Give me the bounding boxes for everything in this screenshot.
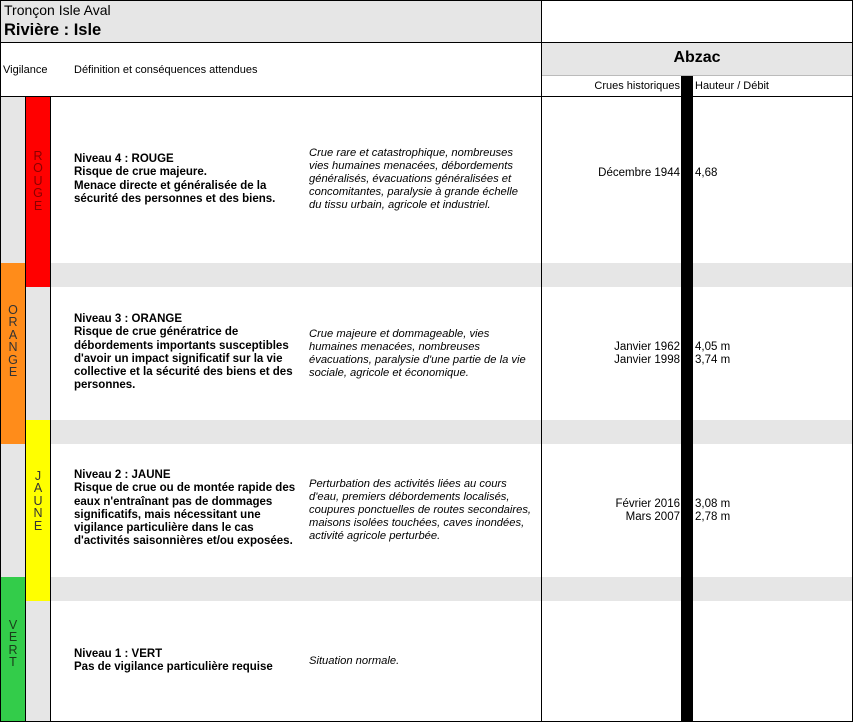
level-line: collective et la sécurité des biens et des bbox=[74, 366, 293, 379]
vigilance-gray-column bbox=[1, 97, 25, 263]
crue-date: Décembre 1944 bbox=[598, 167, 680, 179]
crues-header: Crues historiques bbox=[594, 80, 680, 92]
definition-header: Définition et conséquences attendues bbox=[74, 64, 258, 76]
level-line: significatifs, mais nécessitant une bbox=[74, 508, 261, 521]
letter: R bbox=[33, 149, 43, 163]
grid-line bbox=[541, 0, 542, 722]
grid-line bbox=[542, 75, 852, 76]
desc-line: humaines menacées, nombreuses bbox=[309, 341, 481, 354]
letter: U bbox=[33, 493, 43, 508]
level-line: d'activités saisonnières et/ou exposées. bbox=[74, 535, 293, 548]
desc-line: Situation normale. bbox=[309, 655, 400, 667]
letter: O bbox=[33, 161, 43, 176]
desc-line: vies humaines menacées, débordements bbox=[309, 160, 513, 173]
grid-line bbox=[0, 0, 853, 1]
crue-date: Février 2016 bbox=[615, 498, 680, 510]
level-title: Niveau 4 : ROUGE bbox=[74, 153, 174, 165]
troncon-label: Tronçon Isle Aval bbox=[4, 2, 111, 18]
level-line: sécurité des personnes et des biens. bbox=[74, 192, 276, 205]
letter: V bbox=[8, 618, 18, 632]
level-1-definition bbox=[74, 648, 306, 675]
grid-line bbox=[50, 96, 51, 722]
level-4-definition bbox=[74, 153, 306, 206]
crue-value: 4,68 bbox=[695, 167, 718, 179]
level-2-description bbox=[309, 478, 541, 543]
desc-line: d'eau, premiers débordements localisés, bbox=[309, 491, 510, 504]
separator-band bbox=[51, 577, 852, 601]
letter: O bbox=[8, 303, 18, 317]
letter: N bbox=[33, 506, 43, 521]
letter: R bbox=[8, 642, 18, 657]
crue-value: 3,74 m bbox=[695, 354, 731, 366]
desc-line: Crue rare et catastrophique, nombreuses bbox=[309, 147, 513, 159]
vert-letters bbox=[1, 619, 25, 669]
vigilance-gray-column-4 bbox=[26, 601, 50, 721]
riviere-label: Rivière : Isle bbox=[4, 21, 102, 39]
letter: A bbox=[33, 481, 43, 496]
letter: A bbox=[8, 327, 18, 342]
level-line: personnes. bbox=[74, 379, 136, 392]
desc-line: sociale, agricole et économique. bbox=[309, 367, 469, 380]
letter: G bbox=[8, 352, 18, 367]
desc-line: maisons isolées touchées, caves inondées, bbox=[309, 517, 525, 530]
hauteur-header: Hauteur / Débit bbox=[695, 80, 769, 92]
desc-line: activité agricole perturbée. bbox=[309, 530, 441, 543]
crue-value: 3,08 m bbox=[695, 498, 731, 510]
jaune-letters bbox=[26, 470, 50, 532]
separator-band bbox=[51, 420, 852, 444]
letter: U bbox=[33, 173, 43, 188]
crue-date: Janvier 1962 bbox=[614, 341, 680, 353]
letter: G bbox=[33, 186, 43, 201]
letter: E bbox=[8, 365, 18, 380]
level-3-description bbox=[309, 328, 541, 380]
grid-line bbox=[0, 42, 853, 43]
letter: E bbox=[33, 198, 43, 213]
vigilance-gray-column-3 bbox=[1, 444, 25, 577]
desc-line: évacuations, paralysie d'une partie de la vie bbox=[309, 354, 526, 367]
level-1-description bbox=[309, 655, 541, 668]
level-title: Niveau 2 : JAUNE bbox=[74, 469, 171, 481]
letter: E bbox=[33, 518, 43, 533]
separator-band bbox=[51, 263, 852, 287]
grid-line bbox=[0, 0, 1, 722]
level-line: Menace directe et généralisée de la bbox=[74, 179, 267, 192]
level-4-description bbox=[309, 147, 541, 212]
letter: T bbox=[9, 655, 17, 670]
level-line: Risque de crue ou de montée rapide des bbox=[74, 482, 296, 495]
letter: R bbox=[8, 315, 18, 330]
level-line: Risque de crue génératrice de bbox=[74, 326, 239, 339]
level-line: débordements importants susceptibles bbox=[74, 339, 289, 352]
crue-value: 4,05 m bbox=[695, 341, 731, 353]
level-title: Niveau 1 : VERT bbox=[74, 648, 163, 660]
level-2-definition bbox=[74, 469, 306, 549]
letter: E bbox=[8, 630, 18, 645]
desc-line: concomitantes, paralysie à grande échelle bbox=[309, 186, 518, 199]
desc-line: coupures ponctuelles de routes secondaires, bbox=[309, 504, 532, 517]
station-divider-bar bbox=[681, 75, 693, 721]
rouge-letters bbox=[26, 150, 50, 212]
level-line: vigilance particulière dans le cas bbox=[74, 522, 254, 535]
letter: J bbox=[34, 469, 42, 483]
desc-line: Perturbation des activités liées au cours bbox=[309, 478, 507, 490]
level-line: eaux n'entraînant pas de dommages bbox=[74, 495, 273, 508]
level-3-definition bbox=[74, 313, 306, 393]
orange-letters bbox=[1, 304, 25, 378]
level-title: Niveau 3 : ORANGE bbox=[74, 313, 182, 325]
grid-line bbox=[25, 96, 26, 722]
crue-date: Janvier 1998 bbox=[614, 354, 680, 366]
station-name: Abzac bbox=[673, 49, 721, 66]
level-line: d'avoir un impact significatif sur la vie bbox=[74, 352, 283, 365]
vigilance-gray-column-2 bbox=[26, 287, 50, 420]
letter: N bbox=[8, 340, 18, 355]
level-line: Pas de vigilance particulière requise bbox=[74, 661, 273, 674]
desc-line: généralisés, évacuations généralisées et bbox=[309, 173, 512, 186]
level-line: Risque de crue majeure. bbox=[74, 166, 207, 179]
vigilance-header: Vigilance bbox=[3, 64, 48, 76]
desc-line: Crue majeure et dommageable, vies bbox=[309, 328, 490, 340]
desc-line: du tissu urbain, agricole et industriel. bbox=[309, 199, 491, 212]
crue-value: 2,78 m bbox=[695, 511, 731, 523]
crue-date: Mars 2007 bbox=[625, 511, 680, 523]
grid-line bbox=[0, 96, 853, 97]
